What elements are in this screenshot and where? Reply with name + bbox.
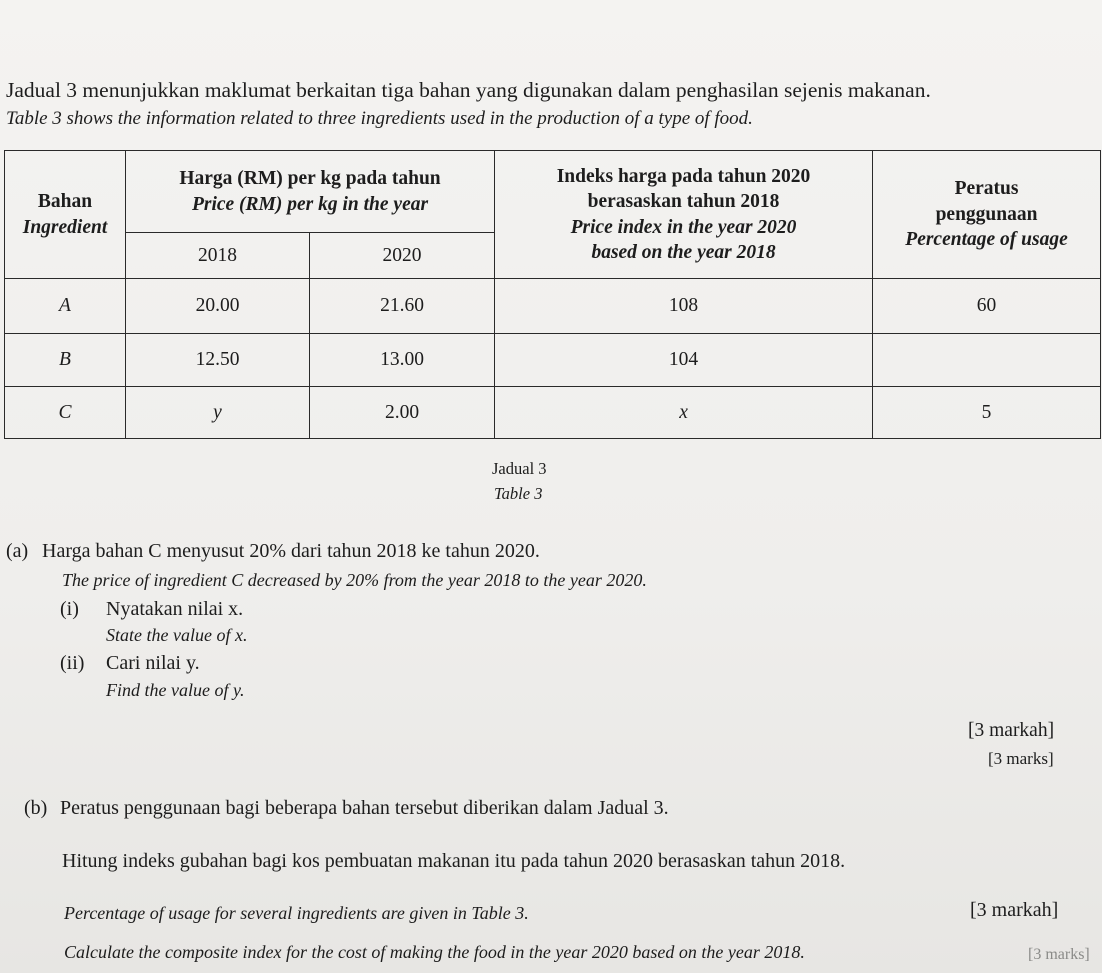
cell-ingredient: C <box>5 387 126 439</box>
cell-price-2020: 2.00 <box>310 387 495 439</box>
part-b-line2: Hitung indeks gubahan bagi kos pembuatan makanan itu pada tahun 2020 berasaskan tahun 2018. <box>62 850 846 872</box>
cell-percentage: 60 <box>873 279 1101 334</box>
header-price-index: Indeks harga pada tahun 2020 berasaskan tahun 2018 Price index in the year 2020 based on the year 2018 <box>495 151 873 279</box>
cell-price-2020: 21.60 <box>310 279 495 334</box>
part-a-marks-malay: [3 markah] <box>968 720 1055 741</box>
cell-ingredient: B <box>5 334 126 387</box>
part-a-malay: Harga bahan C menyusut 20% dari tahun 2018 ke tahun 2020. <box>42 540 540 562</box>
header-ingredient: Bahan Ingredient <box>5 151 126 279</box>
part-a-ii-malay: Cari nilai y. <box>106 652 200 674</box>
part-b-line1: Peratus penggunaan bagi beberapa bahan tersebut diberikan dalam Jadual 3. <box>60 797 669 819</box>
part-a-english: The price of ingredient C decreased by 20% from the year 2018 to the year 2020. <box>62 570 647 590</box>
header-year-2018: 2018 <box>126 233 310 279</box>
header-price: Harga (RM) per kg pada tahun Price (RM) per kg in the year <box>126 151 495 233</box>
part-a-i-malay: Nyatakan nilai x. <box>106 598 244 620</box>
part-a-i-label: (i) <box>60 598 79 620</box>
part-a-i-english: State the value of x. <box>106 625 248 645</box>
header-percentage: Peratus penggunaan Percentage of usage <box>873 151 1101 279</box>
cell-index: 104 <box>495 334 873 387</box>
part-b-label: (b) <box>24 797 48 819</box>
intro-malay: Jadual 3 menunjukkan maklumat berkaitan tiga bahan yang digunakan dalam penghasilan sejenis makanan. <box>6 78 931 102</box>
part-a-ii-english: Find the value of y. <box>106 680 245 700</box>
cell-price-2018: 12.50 <box>126 334 310 387</box>
table-row <box>5 279 1101 334</box>
table-header-row <box>5 151 1101 233</box>
part-b-marks-english: [3 marks] <box>1028 946 1090 963</box>
part-b-line4: Calculate the composite index for the cost of making the food in the year 2020 based on the year 2018. <box>64 942 805 962</box>
part-a-marks-english: [3 marks] <box>988 749 1054 768</box>
cell-percentage <box>873 334 1101 387</box>
cell-price-2018: 20.00 <box>126 279 310 334</box>
ingredient-table <box>4 150 1101 439</box>
cell-index: x <box>495 387 873 439</box>
cell-index: 108 <box>495 279 873 334</box>
part-a-ii-label: (ii) <box>60 652 85 674</box>
cell-percentage: 5 <box>873 387 1101 439</box>
cell-price-2018: y <box>126 387 310 439</box>
intro-english: Table 3 shows the information related to three ingredients used in the production of a type of food. <box>6 108 753 129</box>
table-row <box>5 334 1101 387</box>
table-caption-malay: Jadual 3 <box>492 459 547 478</box>
part-a-label: (a) <box>6 540 29 562</box>
table-row <box>5 387 1101 439</box>
cell-ingredient: A <box>5 279 126 334</box>
table-caption-english: Table 3 <box>494 484 543 503</box>
cell-price-2020: 13.00 <box>310 334 495 387</box>
part-b-line3: Percentage of usage for several ingredients are given in Table 3. <box>64 903 529 923</box>
header-year-2020: 2020 <box>310 233 495 279</box>
part-b-marks-malay: [3 markah] <box>970 899 1059 921</box>
